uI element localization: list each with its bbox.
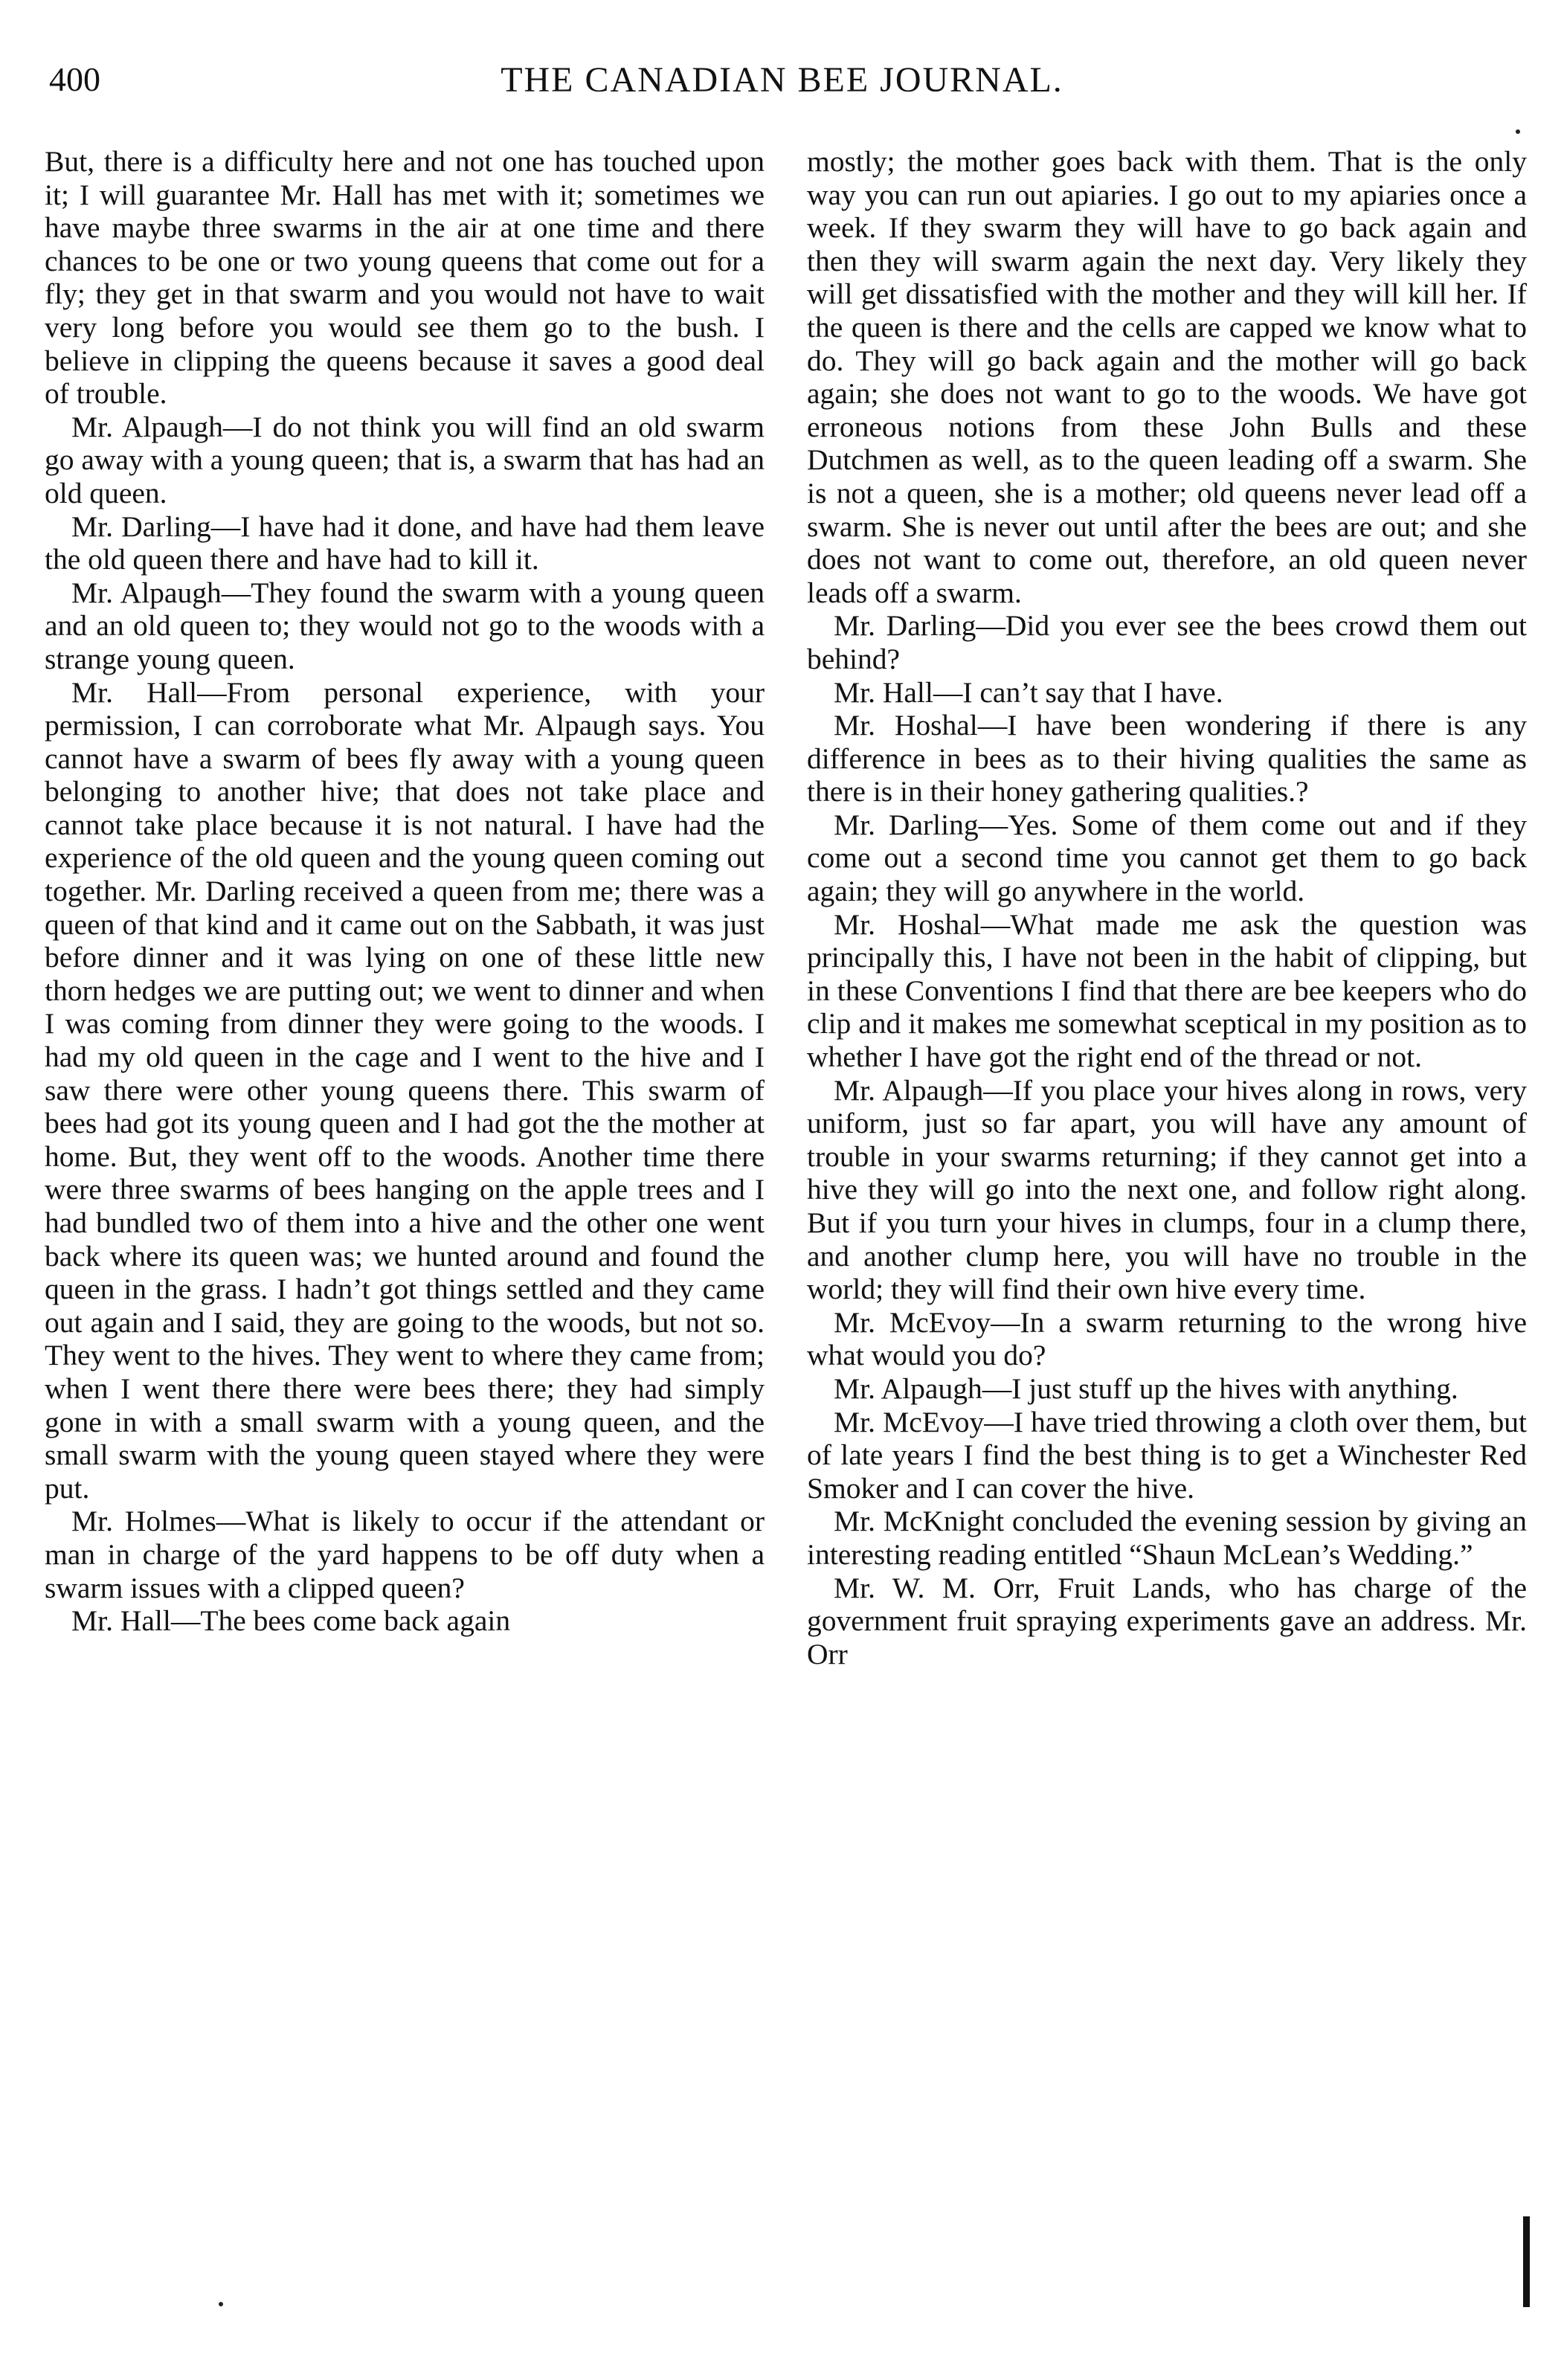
paragraph: Mr. Darling—I have had it done, and have had them leave the old queen there and have had to kill it.: [45, 509, 765, 576]
paragraph: But, there is a difficulty here and not one has touched upon it; I will guarantee Mr. Hall has met with it; sometimes we have maybe three swarms in the air at one time and there chances to be one or two young queens that come out for a fly; they get in that swarm and you would not have to wait very long before you would see them go to the bush. I believe in clipping the queens because it saves a good deal of trouble.: [45, 145, 765, 411]
ink-speck: [1516, 129, 1520, 134]
paragraph: Mr. Alpaugh—I do not think you will find an old swarm go away with a young queen; that is, a swarm that has had an old queen.: [45, 410, 765, 509]
paragraph: Mr. Hall—From personal experience, with your permission, I can corroborate what Mr. Alpaugh says. You cannot have a swarm of bees fly away with a young queen belonging to another hive; that does not take place and cannot take place because it is not natural. I have had the experience of the old queen and the young queen coming out together. Mr. Darling received a queen from me; there was a queen of that kind and it came out on the Sabbath, it was just before dinner and it was lying on one of these little new thorn hedges we are putting out; we went to dinner and when I was coming from dinner they were going to the woods. I had my old queen in the cage and I went to the hive and I saw there were other young queens there. This swarm of bees had got its young queen and I had got the the mother at home. But, they went off to the woods. Another time there were three swarms of bees hanging on the apple trees and I had bundled two of them into a hive and the other one went back where its queen was; we hunted around and found the queen in the grass. I hadn’t got things settled and they came out again and I said, they are going to the woods, but not so. They went to the hives. They went to where they came from; when I went there there were bees there; they had simply gone in with a small swarm with a young queen, and the small swarm with the young queen stayed where they were put.: [45, 675, 765, 1505]
page-header: [48, 60, 1516, 112]
paragraph: Mr. Alpaugh—They found the swarm with a young queen and an old queen to; they would not go to the woods with a strange young queen.: [45, 576, 765, 675]
paragraph: mostly; the mother goes back with them. That is the only way you can run out apiaries. I go out to my apiaries once a week. If they swarm they will have to go back again and then they will swarm again the next day. Very likely they will get dissatisfied with the mother and they will kill her. If the queen is there and the cells are capped we know what to do. They will go back again and the mother will go back again; she does not want to go to the woods. We have got erroneous notions from these John Bulls and these Dutchmen as well, as to the queen leading off a swarm. She is not a queen, she is a mother; old queens never lead off a swarm. She is never out until after the bees are out; and she does not want to come out, therefore, an old queen never leads off a swarm.: [807, 145, 1527, 609]
journal-title: THE CANADIAN BEE JOURNAL.: [501, 60, 1063, 100]
paragraph: Mr. Hoshal—What made me ask the question was principally this, I have not been in the habit of clipping, but in these Conventions I find that there are bee keepers who do clip and it makes me somewhat sceptical in my position as to whether I have got the right end of the thread or not.: [807, 907, 1527, 1074]
paragraph: Mr. Alpaugh—I just stuff up the hives with anything.: [834, 1371, 1458, 1405]
paragraph: Mr. Alpaugh—If you place your hives along in rows, very uniform, just so far apart, you will have any amount of trouble in your swarms returning; if they cannot get into a hive they will go into the next one, and follow right along. But if you turn your hives in clumps, four in a clump there, and another clump here, you will have no trouble in the world; they will find their own hive every time.: [807, 1073, 1527, 1306]
margin-ink-mark: [1523, 2216, 1530, 2307]
right-column: [807, 145, 1527, 1670]
left-column: [45, 145, 765, 1638]
paragraph: Mr. McEvoy—In a swarm returning to the wrong hive what would you do?: [807, 1305, 1527, 1372]
paragraph: Mr. Hoshal—I have been wondering if there is any difference in bees as to their hiving qualities the same as there is in their honey gathering qualities.?: [807, 709, 1527, 808]
paragraph: Mr. Darling—Did you ever see the bees crowd them out behind?: [807, 609, 1527, 675]
page-number: 400: [49, 60, 100, 98]
paragraph: Mr. Darling—Yes. Some of them come out and if they come out a second time you cannot get them to go back again; they will go anywhere in the world.: [807, 808, 1527, 908]
paragraph: Mr. Hall—I can’t say that I have.: [834, 675, 1223, 709]
ink-speck: [219, 2302, 223, 2306]
paragraph: Mr. McKnight concluded the evening session by giving an interesting reading entitled “Shaun McLean’s Wedding.”: [807, 1505, 1527, 1571]
paragraph: Mr. Hall—The bees come back again: [71, 1604, 511, 1638]
paragraph: Mr. W. M. Orr, Fruit Lands, who has charge of the government fruit spraying experiments gave an address. Mr. Orr: [807, 1571, 1527, 1670]
paragraph: Mr. McEvoy—I have tried throwing a cloth over them, but of late years I find the best thing is to get a Winchester Red Smoker and I can cover the hive.: [807, 1405, 1527, 1505]
paragraph: Mr. Holmes—What is likely to occur if the attendant or man in charge of the yard happens to be off duty when a swarm issues with a clipped queen?: [45, 1505, 765, 1604]
